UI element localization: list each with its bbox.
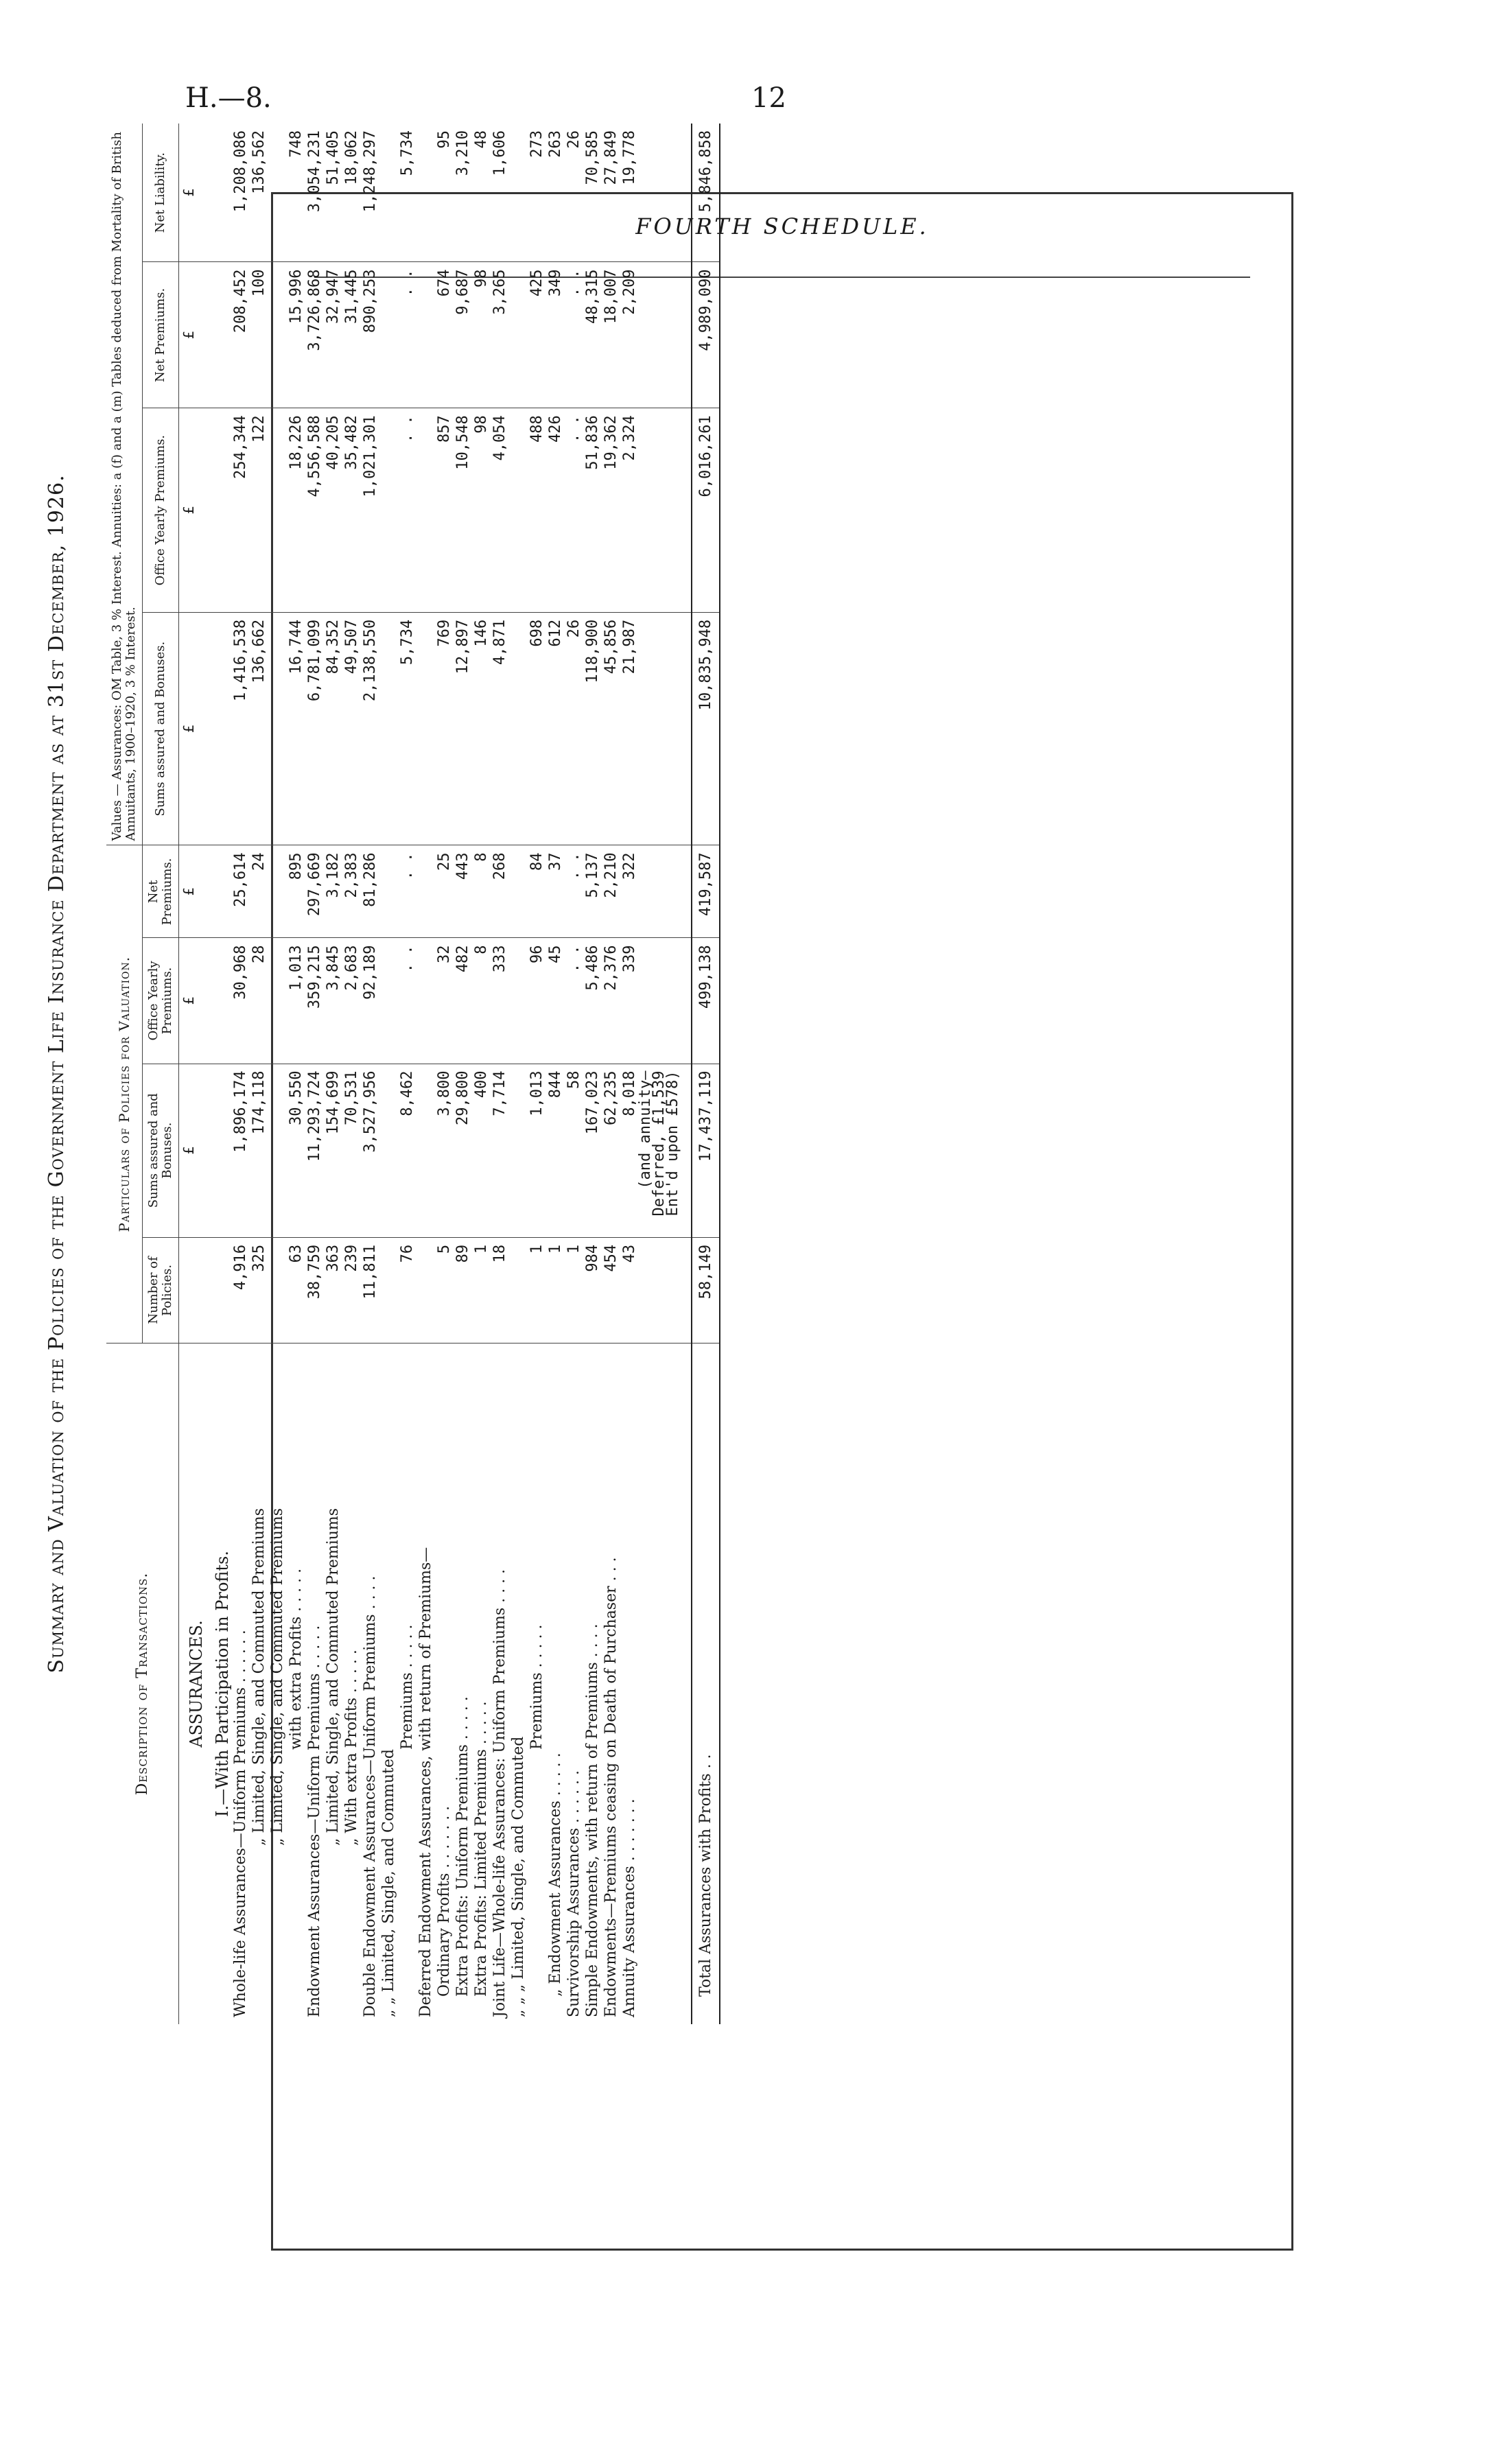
row-description: Deferred Endowment Assurances, with return of Premiums— — [416, 1547, 434, 2017]
values-label: Values — [110, 800, 124, 841]
value-cell — [268, 124, 287, 262]
value-cell: 29,800 — [454, 1064, 472, 1237]
value-cell — [268, 262, 287, 408]
value-cell: 30,550 — [287, 1064, 305, 1237]
row-description: „ „ Limited, Single, and Commuted — [379, 1749, 397, 2017]
total-cell: 419,587 — [692, 845, 720, 938]
value-cell — [416, 1237, 435, 1343]
value-cell: 1,208,086 — [231, 124, 250, 262]
value-cell: 8,462 — [398, 1064, 416, 1237]
value-cell — [379, 612, 398, 845]
value-cell — [416, 612, 435, 845]
description-header: Description of Transactions. — [106, 1344, 179, 2025]
value-cell: 2,376 — [602, 938, 620, 1064]
value-cell: 4,916 — [231, 1237, 250, 1343]
value-cell: 174,118 — [250, 1064, 268, 1237]
column-header: Number of Policies. — [143, 1237, 179, 1343]
value-cell: 100 — [250, 262, 268, 408]
value-cell: 297,669 — [305, 845, 324, 938]
value-cell: 45,856 — [602, 612, 620, 845]
value-cell: 136,662 — [250, 612, 268, 845]
value-cell: 8,018 — [620, 1064, 639, 1237]
currency-symbol: £ — [179, 262, 208, 408]
value-cell — [509, 262, 528, 408]
empty-cell — [207, 408, 231, 613]
value-cell — [268, 612, 287, 845]
rotated-table-region — [38, 124, 1033, 2024]
value-cell: 15,996 — [287, 262, 305, 408]
value-cell: 122 — [250, 408, 268, 613]
value-cell: 118,900 — [583, 612, 602, 845]
table-row — [528, 124, 546, 2024]
value-cell — [379, 845, 398, 938]
annuity-note — [639, 1064, 680, 1237]
value-cell: 19,362 — [602, 408, 620, 613]
empty-cell — [207, 845, 231, 938]
row-description: Double Endowment Assurances—Uniform Premiums . . . . — [361, 1575, 379, 2017]
value-cell: 21,987 — [620, 612, 639, 845]
value-cell: 1 — [472, 1237, 491, 1343]
value-cell: 38,759 — [305, 1237, 324, 1343]
value-cell: 51,836 — [583, 408, 602, 613]
value-cell: 268 — [491, 845, 509, 938]
value-cell — [416, 1064, 435, 1237]
spacer-row — [680, 124, 692, 2024]
value-cell: 1,606 — [491, 124, 509, 262]
value-cell: 84,352 — [324, 612, 342, 845]
row-description: Endowment Assurances—Uniform Premiums . . . . . — [305, 1625, 323, 2017]
table-row — [416, 124, 435, 2024]
value-cell: 2,383 — [342, 845, 361, 938]
value-cell: 25,614 — [231, 845, 250, 938]
row-description: „ Limited, Single, and Commuted Premiums — [324, 1507, 342, 1846]
value-cell: 748 — [287, 124, 305, 262]
value-cell: 154,699 — [324, 1064, 342, 1237]
value-cell: 890,253 — [361, 262, 379, 408]
value-cell: 76 — [398, 1237, 416, 1343]
value-cell: 3,182 — [324, 845, 342, 938]
value-cell: 400 — [472, 1064, 491, 1237]
total-row — [692, 124, 720, 2024]
values-header: Values — Assurances: OM Table, 3 % Interest. Annuities: a (f) and a (m) Tables deduced from Mortality of British Annuitants, 1900–1920, 3 % Interest. — [106, 124, 143, 845]
value-cell: 51,405 — [324, 124, 342, 262]
empty-cell — [207, 124, 231, 262]
value-cell — [379, 938, 398, 1064]
value-cell: 1 — [528, 1237, 546, 1343]
table-row — [324, 124, 342, 2024]
value-cell: 12,897 — [454, 612, 472, 845]
value-cell: 16,744 — [287, 612, 305, 845]
currency-symbol — [179, 1237, 208, 1343]
empty-cell — [680, 938, 692, 1064]
value-cell: 37 — [546, 845, 565, 938]
value-cell: . . — [565, 938, 583, 1064]
value-cell: 31,445 — [342, 262, 361, 408]
value-cell: 325 — [250, 1237, 268, 1343]
value-cell — [268, 845, 287, 938]
empty-cell — [207, 612, 231, 845]
total-cell: 499,138 — [692, 938, 720, 1064]
value-cell — [509, 408, 528, 613]
value-cell: 273 — [528, 124, 546, 262]
value-cell: . . — [398, 938, 416, 1064]
value-cell — [379, 1237, 398, 1343]
table-row — [361, 124, 379, 2024]
value-cell: 2,210 — [602, 845, 620, 938]
row-description: with extra Profits . . . . . — [287, 1568, 305, 1750]
total-cell: 58,149 — [692, 1237, 720, 1343]
row-description: „ „ „ Limited, Single, and Commuted — [509, 1736, 527, 2017]
value-cell: 26 — [565, 612, 583, 845]
column-header: Sums assured and Bonuses. — [143, 1064, 179, 1237]
table-row — [342, 124, 361, 2024]
table-row — [620, 124, 639, 2024]
value-cell: 25 — [435, 845, 454, 938]
value-cell: . . — [398, 845, 416, 938]
total-cell: 4,989,090 — [692, 262, 720, 408]
value-cell: 19,778 — [620, 124, 639, 262]
value-cell: 1 — [565, 1237, 583, 1343]
table-row — [398, 124, 416, 2024]
table-row — [491, 124, 509, 2024]
value-cell: 359,215 — [305, 938, 324, 1064]
value-cell: 322 — [620, 845, 639, 938]
value-cell — [268, 1237, 287, 1343]
value-cell: 6,781,099 — [305, 612, 324, 845]
table-row — [231, 124, 250, 2024]
value-cell: 32 — [435, 938, 454, 1064]
value-cell: 1,248,297 — [361, 124, 379, 262]
row-description: Whole-life Assurances—Uniform Premiums . . . . . . — [231, 1630, 249, 2017]
value-cell: 612 — [546, 612, 565, 845]
value-cell: 81,286 — [361, 845, 379, 938]
value-cell: 9,687 — [454, 262, 472, 408]
empty-cell — [207, 1064, 231, 1237]
value-cell: 32,947 — [324, 262, 342, 408]
empty-cell — [639, 938, 680, 1064]
empty-cell — [680, 262, 692, 408]
value-cell: 40,205 — [324, 408, 342, 613]
table-title: Summary and Valuation of the Policies of the Government Life Insurance Department as at 31st December, 1926. — [45, 474, 69, 1674]
empty-cell — [207, 1237, 231, 1343]
table-row — [435, 124, 454, 2024]
empty-cell — [680, 408, 692, 613]
total-cell: 17,437,119 — [692, 1064, 720, 1237]
value-cell: 425 — [528, 262, 546, 408]
value-cell: 18,226 — [287, 408, 305, 613]
value-cell: 63 — [287, 1237, 305, 1343]
value-cell: 98 — [472, 262, 491, 408]
value-cell: 2,324 — [620, 408, 639, 613]
value-cell: 96 — [528, 938, 546, 1064]
value-cell: 11,811 — [361, 1237, 379, 1343]
total-cell: 5,846,858 — [692, 124, 720, 262]
annuity-note-line: (and annuity— — [637, 1070, 654, 1189]
column-header: Net Premiums. — [143, 262, 179, 408]
empty-cell — [639, 408, 680, 613]
value-cell: 5,137 — [583, 845, 602, 938]
value-cell — [416, 262, 435, 408]
value-cell: 95 — [435, 124, 454, 262]
column-header: Office Yearly Premiums. — [143, 938, 179, 1064]
value-cell: 339 — [620, 938, 639, 1064]
value-cell: 263 — [546, 124, 565, 262]
value-cell: 208,452 — [231, 262, 250, 408]
currency-symbol: £ — [179, 612, 208, 845]
row-description: Premiums . . . . . — [528, 1624, 545, 1750]
value-cell: 349 — [546, 262, 565, 408]
value-cell — [379, 262, 398, 408]
empty-cell — [207, 262, 231, 408]
value-cell: 89 — [454, 1237, 472, 1343]
value-cell: 2,683 — [342, 938, 361, 1064]
value-cell: 24 — [250, 845, 268, 938]
value-cell — [379, 1064, 398, 1237]
value-cell — [416, 124, 435, 262]
value-cell: 857 — [435, 408, 454, 613]
page-number: 12 — [751, 82, 786, 114]
column-header: Net Liability. — [143, 124, 179, 262]
empty-cell — [639, 612, 680, 845]
value-cell: 1,416,538 — [231, 612, 250, 845]
annuity-note-line: Deferred, £1,539 — [650, 1070, 668, 1217]
value-cell: 136,562 — [250, 124, 268, 262]
row-description: Endowments—Premiums ceasing on Death of Purchaser . . . — [602, 1557, 620, 2017]
row-description: „ Limited, Single, and Commuted Premiums — [268, 1507, 286, 1846]
value-cell: 92,189 — [361, 938, 379, 1064]
empty-cell — [680, 124, 692, 262]
value-cell: 84 — [528, 845, 546, 938]
value-cell: 18,007 — [602, 262, 620, 408]
value-cell: 482 — [454, 938, 472, 1064]
subsection-row — [207, 124, 231, 2024]
value-cell: 10,548 — [454, 408, 472, 613]
table-row — [546, 124, 565, 2024]
total-cell: 10,835,948 — [692, 612, 720, 845]
value-cell: 45 — [546, 938, 565, 1064]
particulars-header: Particulars of Policies for Valuation. — [106, 845, 143, 1344]
row-description: „ Limited, Single, and Commuted Premiums — [250, 1507, 268, 1846]
value-cell: 454 — [602, 1237, 620, 1343]
value-cell: 426 — [546, 408, 565, 613]
value-cell: 30,968 — [231, 938, 250, 1064]
value-cell: 1 — [546, 1237, 565, 1343]
value-cell — [268, 938, 287, 1064]
value-cell: 18 — [491, 1237, 509, 1343]
value-cell: 43 — [620, 1237, 639, 1343]
table-row — [268, 124, 287, 2024]
row-description: Ordinary Profits . . . . . . . — [435, 1805, 453, 1997]
row-description: Survivorship Assurances . . . . . . — [565, 1770, 583, 2017]
valuation-table — [106, 124, 720, 2024]
currency-symbol: £ — [179, 124, 208, 262]
value-cell: 3,210 — [454, 124, 472, 262]
value-cell: 5 — [435, 1237, 454, 1343]
value-cell: 895 — [287, 845, 305, 938]
value-cell: 698 — [528, 612, 546, 845]
empty-cell — [639, 1237, 680, 1343]
value-cell: 146 — [472, 612, 491, 845]
empty-cell — [639, 124, 680, 262]
value-cell — [509, 938, 528, 1064]
currency-symbol: £ — [179, 938, 208, 1064]
row-description: Simple Endowments, with return of Premiums . . . . — [583, 1623, 601, 2017]
table-row — [287, 124, 305, 2024]
annuity-note-row — [639, 124, 680, 2024]
value-cell: 8 — [472, 845, 491, 938]
value-cell: 35,482 — [342, 408, 361, 613]
value-cell: 333 — [491, 938, 509, 1064]
empty-cell — [639, 1344, 680, 2025]
row-description: „ With extra Profits . . . . . — [342, 1650, 360, 1846]
value-cell: 984 — [583, 1237, 602, 1343]
value-cell: 3,265 — [491, 262, 509, 408]
table-row — [472, 124, 491, 2024]
section-title: ASSURANCES. — [186, 1620, 206, 1748]
column-header: Net Premiums. — [143, 845, 179, 938]
value-cell: 49,507 — [342, 612, 361, 845]
value-cell — [416, 938, 435, 1064]
value-cell: 7,714 — [491, 1064, 509, 1237]
table-row — [454, 124, 472, 2024]
currency-row — [179, 124, 208, 2024]
annuity-note-line: Ent'd upon £578) — [664, 1070, 681, 1217]
empty-cell — [680, 612, 692, 845]
empty-cell — [639, 845, 680, 938]
value-cell: 58 — [565, 1064, 583, 1237]
value-cell: 443 — [454, 845, 472, 938]
value-cell: 26 — [565, 124, 583, 262]
empty-cell — [639, 262, 680, 408]
empty-cell — [680, 845, 692, 938]
table-row — [602, 124, 620, 2024]
value-cell — [509, 1237, 528, 1343]
value-cell: 167,023 — [583, 1064, 602, 1237]
value-cell: 2,209 — [620, 262, 639, 408]
value-cell: 1,013 — [287, 938, 305, 1064]
value-cell: 98 — [472, 408, 491, 613]
value-cell — [509, 1064, 528, 1237]
value-cell: 62,235 — [602, 1064, 620, 1237]
value-cell: 1,021,301 — [361, 408, 379, 613]
value-cell: . . — [398, 408, 416, 613]
value-cell: . . — [565, 262, 583, 408]
value-cell: . . — [398, 262, 416, 408]
value-cell: 1,896,174 — [231, 1064, 250, 1237]
value-cell: 363 — [324, 1237, 342, 1343]
schedule-title: FOURTH SCHEDULE. — [635, 213, 929, 239]
value-cell: 70,585 — [583, 124, 602, 262]
currency-symbol: £ — [179, 1064, 208, 1237]
total-cell: 6,016,261 — [692, 408, 720, 613]
value-cell: 48,315 — [583, 262, 602, 408]
value-cell: 1,013 — [528, 1064, 546, 1237]
value-cell: 2,138,550 — [361, 612, 379, 845]
value-cell: . . — [565, 408, 583, 613]
value-cell: 4,556,588 — [305, 408, 324, 613]
table-row — [565, 124, 583, 2024]
value-cell: 11,293,724 — [305, 1064, 324, 1237]
value-cell: 5,734 — [398, 612, 416, 845]
value-cell — [416, 845, 435, 938]
value-cell: 4,871 — [491, 612, 509, 845]
value-cell: 5,734 — [398, 124, 416, 262]
value-cell: 27,849 — [602, 124, 620, 262]
column-header: Sums assured and Bonuses. — [143, 612, 179, 845]
empty-cell — [680, 1064, 692, 1237]
empty-cell — [680, 1344, 692, 2025]
value-cell: 70,531 — [342, 1064, 361, 1237]
value-cell: 674 — [435, 262, 454, 408]
value-cell: 488 — [528, 408, 546, 613]
value-cell: 769 — [435, 612, 454, 845]
value-cell — [509, 124, 528, 262]
row-description: Extra Profits: Limited Premiums . . . . . — [472, 1701, 490, 1997]
row-description: Extra Profits: Uniform Premiums . . . . . — [454, 1696, 471, 1997]
value-cell: 48 — [472, 124, 491, 262]
value-cell — [509, 612, 528, 845]
table-row — [305, 124, 324, 2024]
value-cell: 5,486 — [583, 938, 602, 1064]
column-header: Office Yearly Premiums. — [143, 408, 179, 613]
value-cell: 3,800 — [435, 1064, 454, 1237]
page-identifier: H.—8. — [185, 82, 272, 114]
currency-symbol: £ — [179, 408, 208, 613]
empty-cell — [680, 1237, 692, 1343]
row-description: Annuity Assurances . . . . . . . — [620, 1798, 638, 2017]
value-cell: 3,845 — [324, 938, 342, 1064]
value-cell: 844 — [546, 1064, 565, 1237]
section-subtitle: I.—With Participation in Profits. — [212, 1551, 232, 1818]
value-cell: 3,054,231 — [305, 124, 324, 262]
value-cell — [268, 408, 287, 613]
value-cell — [416, 408, 435, 613]
table-row — [379, 124, 398, 2024]
currency-symbol: £ — [179, 845, 208, 938]
value-cell — [379, 124, 398, 262]
value-cell: 254,344 — [231, 408, 250, 613]
value-cell — [379, 408, 398, 613]
value-cell: 3,527,956 — [361, 1064, 379, 1237]
value-cell: 4,054 — [491, 408, 509, 613]
row-description: Joint Life—Whole-life Assurances: Uniform Premiums . . . . — [491, 1569, 508, 2017]
empty-cell — [207, 938, 231, 1064]
value-cell: 3,726,868 — [305, 262, 324, 408]
value-cell: 18,062 — [342, 124, 361, 262]
row-description: „ Endowment Assurances . . . . . — [546, 1752, 564, 1997]
value-cell — [268, 1064, 287, 1237]
table-row — [583, 124, 602, 2024]
value-cell: 239 — [342, 1237, 361, 1343]
table-row — [250, 124, 268, 2024]
value-cell: 28 — [250, 938, 268, 1064]
value-cell: . . — [565, 845, 583, 938]
value-cell: 8 — [472, 938, 491, 1064]
table-row — [509, 124, 528, 2024]
value-cell — [509, 845, 528, 938]
values-basis: Assurances: OM Table, 3 % Interest. Annuities: a (f) and a (m) Tables deduced from Mortality of British Annuitants, 1900–1920, 3 % Interest. — [110, 132, 138, 841]
row-description: Premiums . . . . . — [398, 1624, 416, 1750]
total-label: Total Assurances with Profits . . — [692, 1344, 720, 2025]
